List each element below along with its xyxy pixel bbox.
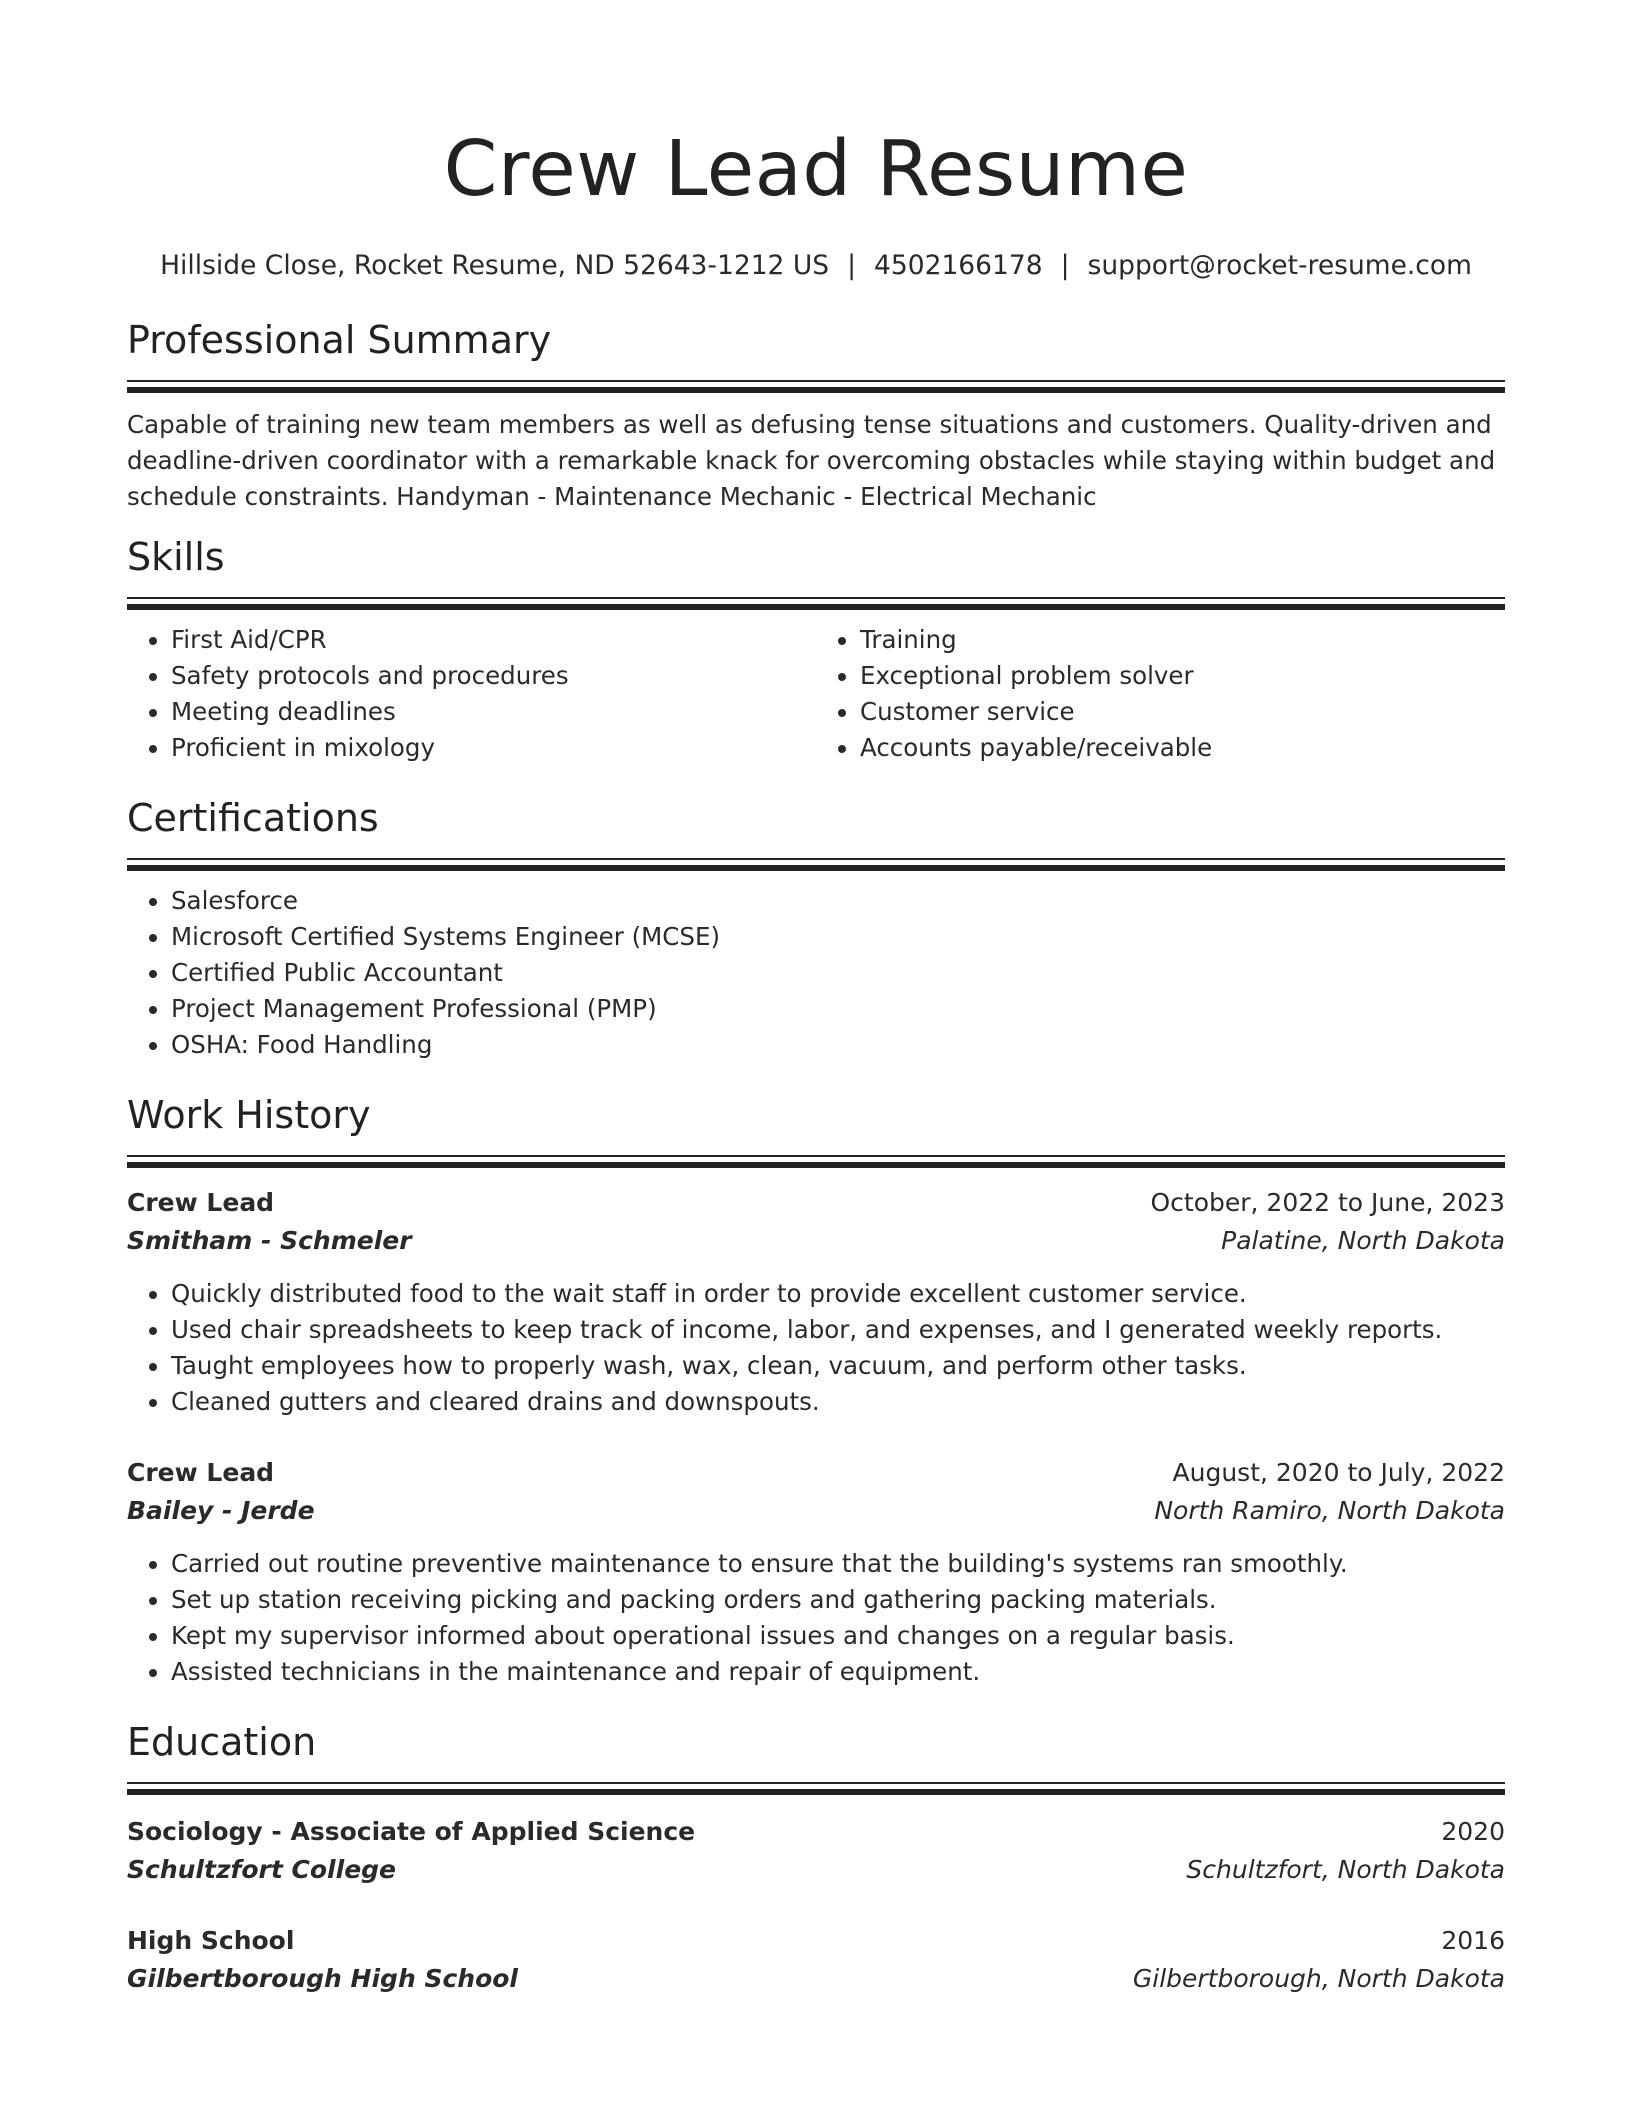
section-divider xyxy=(127,858,1505,860)
job-company-row xyxy=(127,1492,1505,1530)
education-entry xyxy=(127,1922,1505,1998)
job-title: Crew Lead xyxy=(127,1458,275,1487)
job-bullets xyxy=(127,1276,1505,1420)
section-heading-skills: Skills xyxy=(127,535,225,579)
section-heading-certifications: Certifications xyxy=(127,796,379,840)
job-dates: October, 2022 to June, 2023 xyxy=(1150,1188,1505,1217)
certification-item: • Microsoft Certified Systems Engineer (MCSE) xyxy=(171,919,1505,955)
skills-columns xyxy=(127,610,1505,766)
skill-item: • Safety protocols and procedures xyxy=(171,658,816,694)
education-degree: High School xyxy=(127,1926,295,1955)
job-bullets xyxy=(127,1546,1505,1690)
certification-item: • Certified Public Accountant xyxy=(171,955,1505,991)
section-divider-thick xyxy=(127,1162,1505,1168)
summary-text: Capable of training new team members as well as defusing tense situations and customers. Quality-driven and deadline-driven coordinator with a remarkable knack for overcoming obstacles while staying within budget and schedule constraints. Handyman - Maintenance Mechanic - Electrical Mechanic xyxy=(127,410,1496,511)
education-section xyxy=(127,1716,1505,1998)
work-history-section xyxy=(127,1089,1505,1690)
job-dates: August, 2020 to July, 2022 xyxy=(1172,1458,1505,1487)
job-entry xyxy=(127,1184,1505,1420)
section-divider xyxy=(127,597,1505,599)
job-location: Palatine, North Dakota xyxy=(1221,1226,1505,1255)
contact-address: Hillside Close, Rocket Resume, ND 52643-1212 US xyxy=(160,250,830,281)
job-header-row xyxy=(127,1454,1505,1492)
skill-item: • Accounts payable/receivable xyxy=(860,730,1505,766)
certification-item: • Salesforce xyxy=(171,883,1505,919)
contact-separator: | xyxy=(847,250,856,281)
job-company: Smitham - Schmeler xyxy=(127,1226,412,1255)
job-header-row xyxy=(127,1184,1505,1222)
education-school: Gilbertborough High School xyxy=(127,1964,518,1993)
job-bullet: • Used chair spreadsheets to keep track of income, labor, and expenses, and I generated weekly reports. xyxy=(171,1312,1505,1348)
section-divider xyxy=(127,380,1505,382)
job-entry xyxy=(127,1454,1505,1690)
job-title: Crew Lead xyxy=(127,1188,275,1217)
job-company: Bailey - Jerde xyxy=(127,1496,315,1525)
job-bullet: • Cleaned gutters and cleared drains and downspouts. xyxy=(171,1384,1505,1420)
education-header-row xyxy=(127,1813,1505,1851)
certifications-section xyxy=(127,792,1505,1063)
skill-item: • Exceptional problem solver xyxy=(860,658,1505,694)
section-divider-thick xyxy=(127,387,1505,393)
contact-phone: 4502166178 xyxy=(874,250,1043,281)
section-divider xyxy=(127,1155,1505,1157)
contact-line xyxy=(127,248,1505,284)
education-school: Schultzfort College xyxy=(127,1855,396,1884)
skill-item: • First Aid/CPR xyxy=(171,622,816,658)
section-heading-education: Education xyxy=(127,1720,317,1764)
education-header-row xyxy=(127,1922,1505,1960)
education-year: 2016 xyxy=(1441,1926,1505,1955)
skills-section xyxy=(127,531,1505,766)
education-year: 2020 xyxy=(1441,1817,1505,1846)
summary-section xyxy=(127,314,1505,515)
skills-list-left xyxy=(127,622,816,766)
skill-item: • Customer service xyxy=(860,694,1505,730)
section-divider-thick xyxy=(127,865,1505,871)
job-bullet: • Taught employees how to properly wash, wax, clean, vacuum, and perform other tasks. xyxy=(171,1348,1505,1384)
resume-title: Crew Lead Resume xyxy=(443,125,1189,214)
certification-item: • OSHA: Food Handling xyxy=(171,1027,1505,1063)
job-company-row xyxy=(127,1222,1505,1260)
section-divider xyxy=(127,1782,1505,1784)
contact-separator: | xyxy=(1060,250,1070,281)
section-heading-summary: Professional Summary xyxy=(127,318,552,362)
job-bullet: • Assisted technicians in the maintenance and repair of equipment. xyxy=(171,1654,1505,1690)
education-location: Schultzfort, North Dakota xyxy=(1186,1855,1505,1884)
education-school-row xyxy=(127,1851,1505,1889)
job-bullet: • Quickly distributed food to the wait staff in order to provide excellent customer service. xyxy=(171,1276,1505,1312)
job-bullet: • Carried out routine preventive maintenance to ensure that the building's systems ran smoothly. xyxy=(171,1546,1505,1582)
section-divider-thick xyxy=(127,1789,1505,1795)
skills-list-right xyxy=(816,622,1505,766)
education-degree: Sociology - Associate of Applied Science xyxy=(127,1817,696,1846)
skill-item: • Proficient in mixology xyxy=(171,730,816,766)
job-bullet: • Kept my supervisor informed about operational issues and changes on a regular basis. xyxy=(171,1618,1505,1654)
education-entry xyxy=(127,1813,1505,1889)
certification-item: • Project Management Professional (PMP) xyxy=(171,991,1505,1027)
skill-item: • Training xyxy=(860,622,1505,658)
education-location: Gilbertborough, North Dakota xyxy=(1132,1964,1505,1993)
job-bullet: • Set up station receiving picking and packing orders and gathering packing materials. xyxy=(171,1582,1505,1618)
certifications-list xyxy=(127,883,1505,1063)
job-location: North Ramiro, North Dakota xyxy=(1154,1496,1505,1525)
section-heading-work-history: Work History xyxy=(127,1093,371,1137)
education-school-row xyxy=(127,1960,1505,1998)
skill-item: • Meeting deadlines xyxy=(171,694,816,730)
contact-email: support@rocket-resume.com xyxy=(1087,250,1472,281)
